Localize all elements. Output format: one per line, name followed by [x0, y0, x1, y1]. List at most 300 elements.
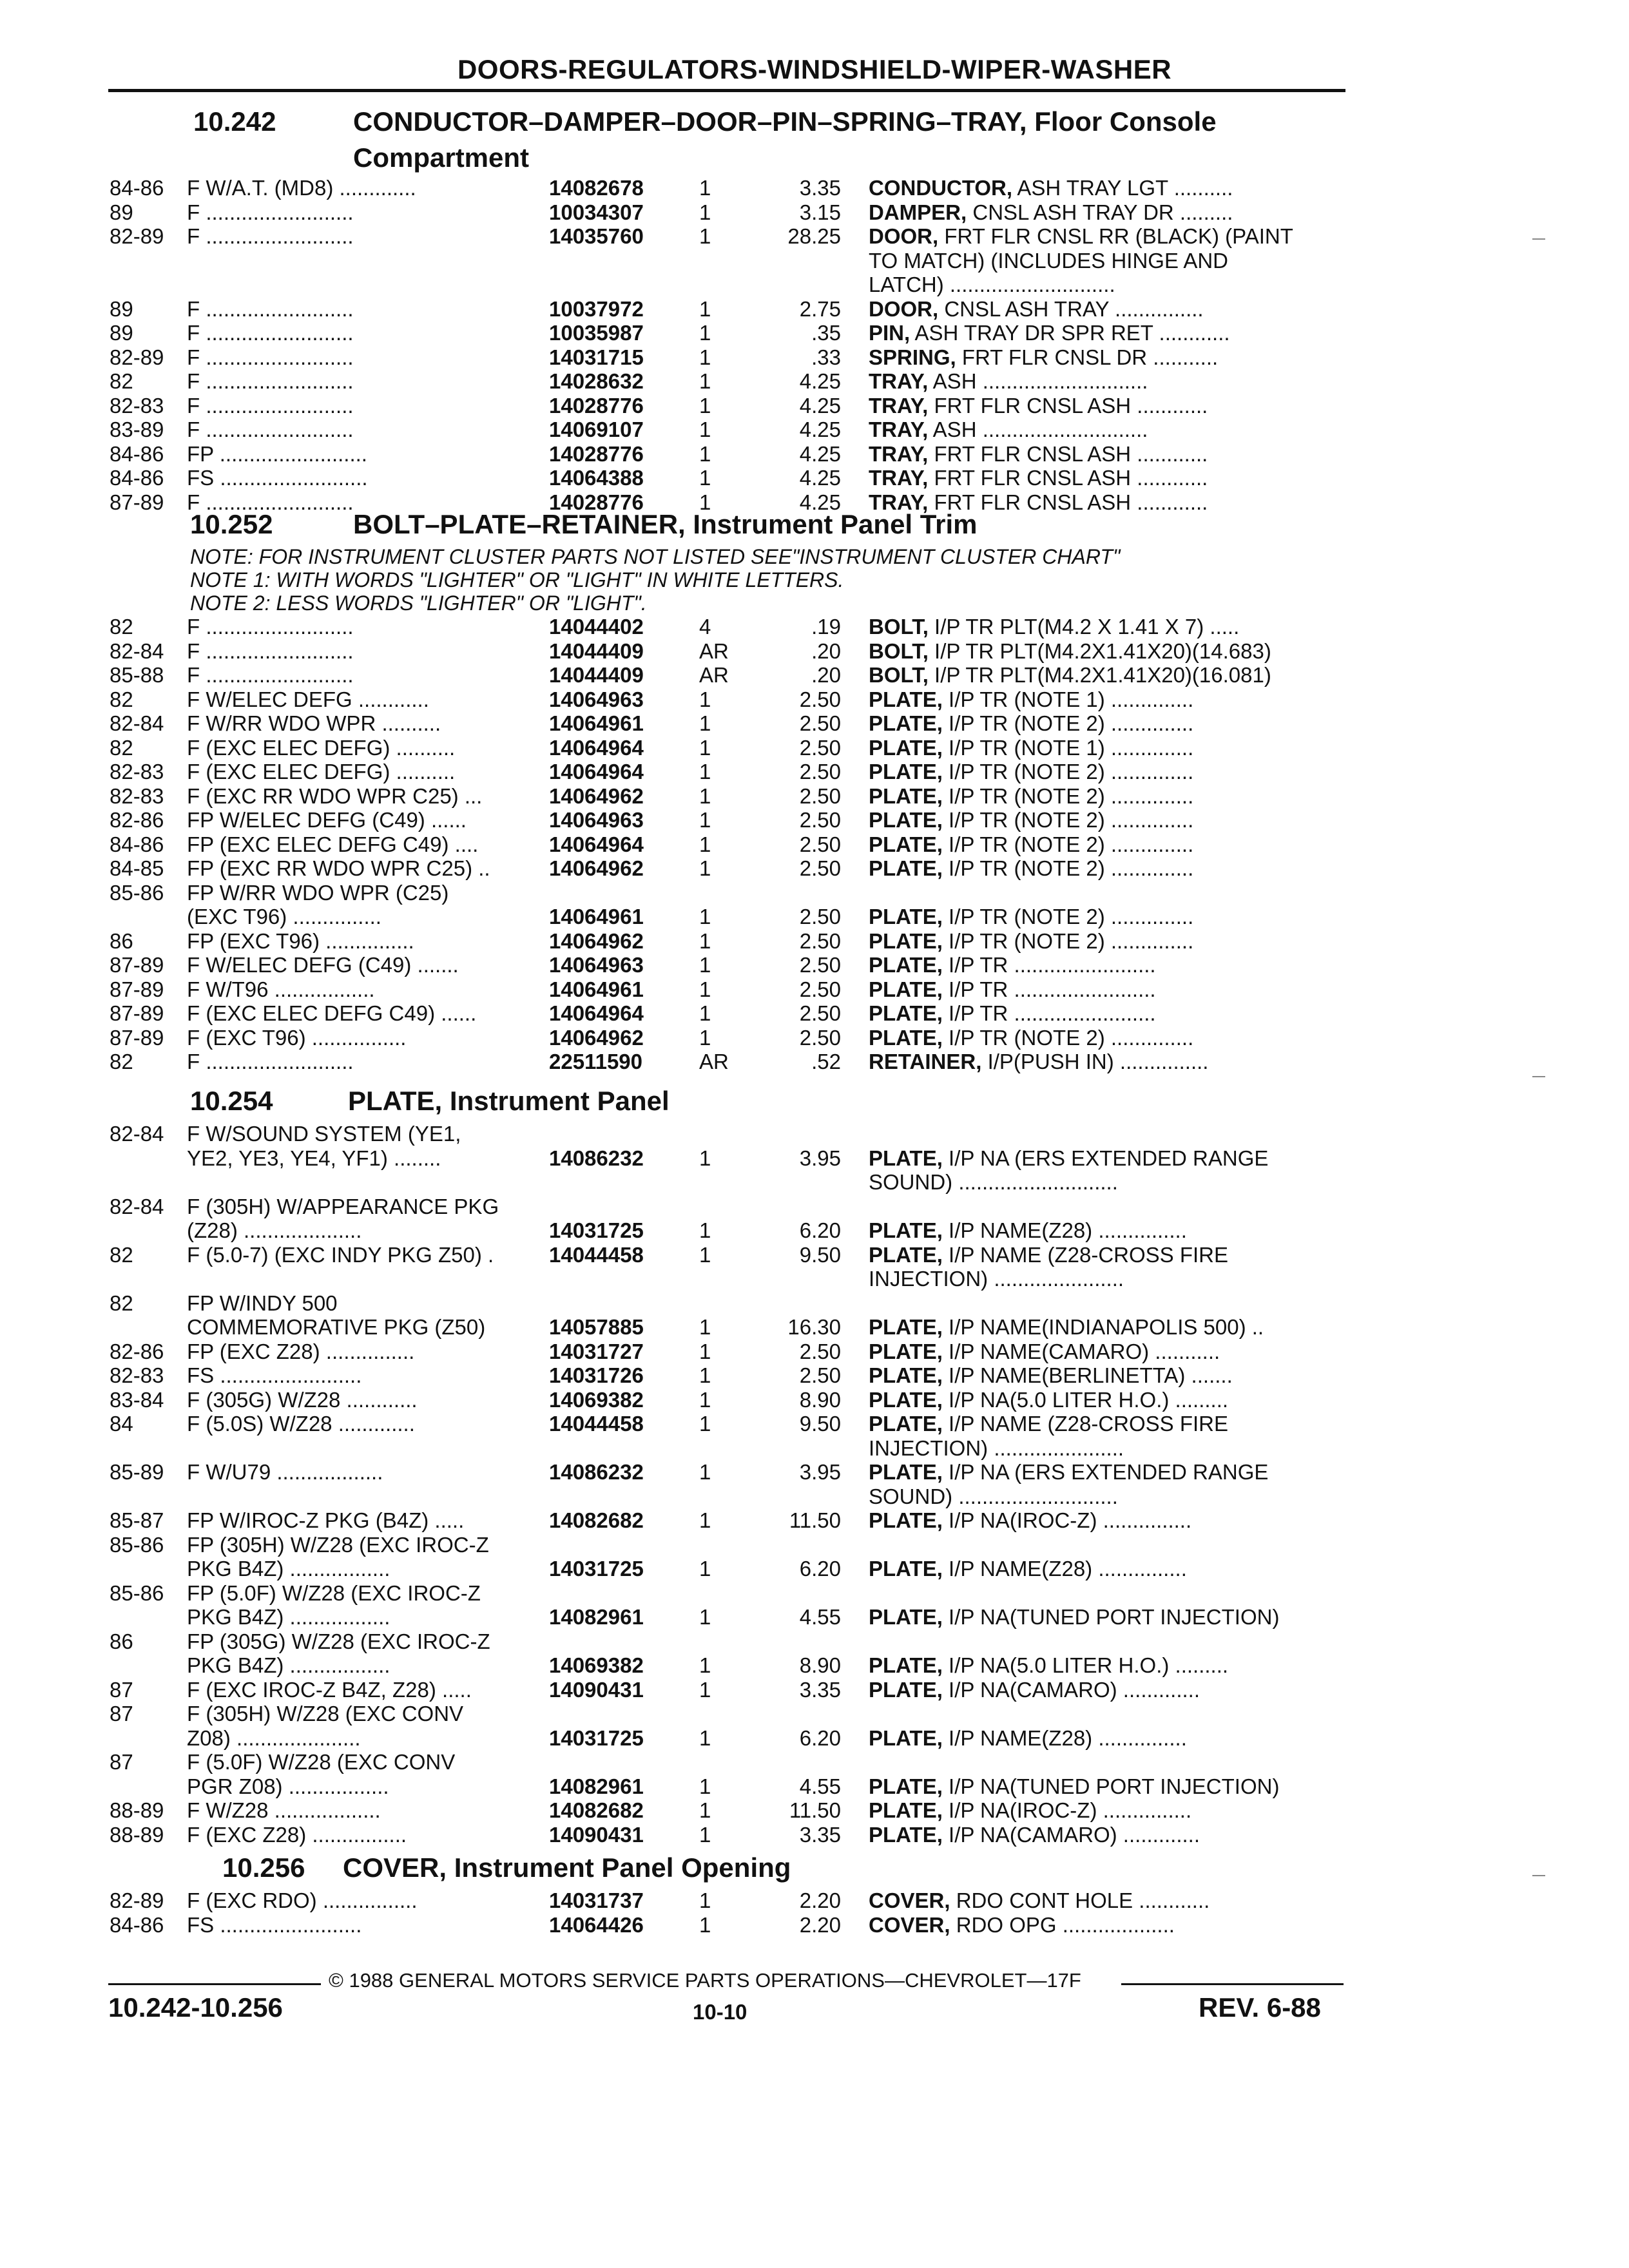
description: PLATE, I/P TR (NOTE 2) .............. [869, 1025, 1194, 1050]
quantity: AR [699, 639, 729, 663]
part-number: 14031725 [549, 1725, 644, 1750]
price: 9.50 [799, 1242, 841, 1267]
application: F W/U79 .................. [187, 1460, 383, 1484]
description: PLATE, I/P TR (NOTE 2) .............. [869, 808, 1194, 832]
description: PLATE, I/P TR (NOTE 2) .............. [869, 905, 1194, 928]
section-title: CONDUCTOR–DAMPER–DOOR–PIN–SPRING–TRAY, Floor Console [353, 106, 1217, 137]
part-number: 14064964 [549, 760, 644, 783]
application: FP (EXC Z28) ............... [187, 1339, 415, 1363]
description-noun: PLATE, [869, 1339, 943, 1363]
description-noun: CONDUCTOR, [869, 176, 1013, 200]
application: F W/ELEC DEFG ............ [187, 687, 429, 711]
description-noun: PIN, [869, 321, 911, 345]
part-number: 14064964 [549, 1001, 644, 1025]
price: 4.25 [799, 418, 841, 441]
part-number: 14086232 [549, 1146, 644, 1170]
table-row [0, 249, 1629, 273]
quantity: 1 [699, 1339, 711, 1363]
table-row [0, 881, 1629, 905]
quantity: 1 [699, 345, 711, 369]
model-years: 82 [110, 1242, 133, 1267]
description: BOLT, I/P TR PLT(M4.2 X 1.41 X 7) ..... [869, 615, 1240, 639]
quantity: 1 [699, 441, 711, 466]
part-number: 14086232 [549, 1460, 644, 1484]
part-number: 14082678 [549, 176, 644, 200]
part-number: 14064961 [549, 711, 644, 735]
table-row [0, 711, 1629, 736]
application: F W/RR WDO WPR .......... [187, 711, 441, 735]
price: .19 [811, 615, 841, 639]
table-row [0, 1026, 1629, 1050]
application: F W/Z28 .................. [187, 1798, 381, 1822]
application: F (EXC IROC-Z B4Z, Z28) ..... [187, 1677, 472, 1702]
model-years: 89 [110, 296, 133, 321]
description-noun: PLATE, [869, 808, 943, 832]
description-noun: TRAY, [869, 418, 929, 441]
quantity: 1 [699, 783, 711, 808]
description-noun: TRAY, [869, 466, 929, 490]
description-noun: PLATE, [869, 1387, 943, 1412]
footer-rule-left [108, 1983, 321, 1985]
table-row [0, 224, 1629, 249]
description: PLATE, I/P NAME (Z28-CROSS FIRE [869, 1242, 1229, 1267]
part-number: 14082682 [549, 1508, 644, 1532]
section-number: 10.242 [193, 106, 276, 137]
quantity: 1 [699, 1218, 711, 1242]
description-noun: PLATE, [869, 1653, 943, 1677]
application: FP (305G) W/Z28 (EXC IROC-Z [187, 1629, 490, 1653]
description-noun: PLATE, [869, 953, 943, 977]
price: 28.25 [787, 224, 841, 248]
description: CONDUCTOR, ASH TRAY LGT .......... [869, 176, 1233, 200]
model-years: 82 [110, 615, 133, 639]
part-number: 14069107 [549, 418, 644, 441]
quantity: 1 [699, 369, 711, 393]
application: FS ........................ [187, 1363, 362, 1387]
price: 4.55 [799, 1774, 841, 1798]
description: LATCH) ............................ [869, 273, 1115, 296]
table-row [0, 200, 1629, 225]
part-number: 14044409 [549, 639, 644, 663]
quantity: 1 [699, 1605, 711, 1629]
application: F ......................... [187, 490, 354, 514]
application: F (5.0-7) (EXC INDY PKG Z50) . [187, 1242, 494, 1267]
description: PLATE, I/P TR (NOTE 2) .............. [869, 928, 1194, 953]
quantity: 1 [699, 1146, 711, 1170]
application: F (EXC ELEC DEFG C49) ...... [187, 1001, 477, 1025]
table-row [0, 808, 1629, 832]
section-header [0, 1086, 1629, 1122]
application: FP (EXC ELEC DEFG C49) .... [187, 832, 479, 856]
part-number: 14069382 [549, 1653, 644, 1677]
application: FP (5.0F) W/Z28 (EXC IROC-Z [187, 1581, 481, 1605]
model-years: 82 [110, 687, 133, 711]
description-noun: PLATE, [869, 1218, 943, 1242]
description: PIN, ASH TRAY DR SPR RET ............ [869, 321, 1230, 345]
model-years: 82-89 [110, 345, 164, 369]
application: F ......................... [187, 418, 354, 441]
description-noun: PLATE, [869, 1508, 943, 1532]
price: .35 [811, 321, 841, 345]
price: 2.50 [799, 808, 841, 832]
quantity: 1 [699, 1653, 711, 1677]
note-line: NOTE 2: LESS WORDS "LIGHTER" OR "LIGHT". [190, 591, 647, 615]
description: DAMPER, CNSL ASH TRAY DR ......... [869, 200, 1233, 224]
part-number: 14064426 [549, 1912, 644, 1937]
section-title: COVER, Instrument Panel Opening [343, 1852, 791, 1883]
price: 4.55 [799, 1605, 841, 1629]
description: DOOR, CNSL ASH TRAY ............... [869, 296, 1204, 321]
quantity: 1 [699, 905, 711, 928]
part-number: 14064961 [549, 977, 644, 1001]
application: F ......................... [187, 296, 354, 321]
description-noun: PLATE, [869, 928, 943, 953]
price: 11.50 [789, 1508, 841, 1532]
model-years: 89 [110, 321, 133, 345]
quantity: 1 [699, 1025, 711, 1050]
table-row [0, 1363, 1629, 1388]
model-years: 87 [110, 1750, 133, 1774]
price: 2.50 [799, 687, 841, 711]
description: TRAY, ASH ............................ [869, 418, 1148, 441]
quantity: 1 [699, 711, 711, 735]
section-10-252 [0, 509, 1629, 1074]
application: F (5.0F) W/Z28 (EXC CONV [187, 1750, 456, 1774]
section-title: BOLT–PLATE–RETAINER, Instrument Panel Trim [353, 509, 978, 539]
price: .20 [811, 663, 841, 687]
application: F ......................... [187, 615, 354, 639]
part-number: 14044458 [549, 1242, 644, 1267]
price: 8.90 [799, 1387, 841, 1412]
model-years: 82-89 [110, 1888, 164, 1912]
description: PLATE, I/P NAME(CAMARO) ........... [869, 1339, 1220, 1363]
model-years: 87-89 [110, 1001, 164, 1025]
application: FP W/RR WDO WPR (C25) [187, 880, 449, 905]
description: PLATE, I/P TR (NOTE 1) .............. [869, 735, 1194, 760]
part-number: 22511590 [549, 1050, 643, 1073]
quantity: 1 [699, 1242, 711, 1267]
price: 6.20 [799, 1557, 841, 1581]
model-years: 84-86 [110, 176, 164, 200]
part-number: 14028632 [549, 369, 644, 393]
application: F W/T96 ................. [187, 977, 375, 1001]
description-noun: PLATE, [869, 1146, 943, 1170]
description-noun: PLATE, [869, 1315, 943, 1339]
description: SOUND) ........................... [869, 1484, 1118, 1508]
description: PLATE, I/P NAME(INDIANAPOLIS 500) .. [869, 1315, 1264, 1339]
part-number: 14031727 [549, 1339, 644, 1363]
description-noun: PLATE, [869, 783, 943, 808]
application: PKG B4Z) ................. [187, 1605, 390, 1629]
price: 2.50 [799, 977, 841, 1001]
section-number: 10.256 [222, 1852, 305, 1883]
model-years: 85-89 [110, 1460, 164, 1484]
description: PLATE, I/P TR ........................ [869, 1001, 1156, 1025]
description-noun: PLATE, [869, 1460, 943, 1484]
part-number: 14064388 [549, 466, 644, 490]
description-noun: PLATE, [869, 1001, 943, 1025]
table-row [0, 1412, 1629, 1436]
price: 4.25 [799, 490, 841, 514]
table-row [0, 1913, 1629, 1937]
table-row [0, 1195, 1629, 1219]
application: F (5.0S) W/Z28 ............. [187, 1412, 415, 1436]
application: F (EXC ELEC DEFG) .......... [187, 735, 456, 760]
price: 4.25 [799, 369, 841, 393]
part-number: 14064962 [549, 856, 644, 880]
table-row [0, 1436, 1629, 1461]
description-noun: TRAY, [869, 490, 929, 514]
quantity: 1 [699, 418, 711, 441]
application: FP W/INDY 500 [187, 1291, 338, 1315]
quantity: 1 [699, 1888, 711, 1912]
application: FP ......................... [187, 441, 367, 466]
application: F ......................... [187, 639, 354, 663]
description: COVER, RDO CONT HOLE ............ [869, 1888, 1210, 1912]
note-line: NOTE: FOR INSTRUMENT CLUSTER PARTS NOT LISTED SEE"INSTRUMENT CLUSTER CHART" [190, 545, 1121, 568]
application: F W/ELEC DEFG (C49) ....... [187, 953, 459, 977]
application: FP (EXC RR WDO WPR C25) .. [187, 856, 490, 880]
application: YE2, YE3, YE4, YF1) ........ [187, 1146, 441, 1170]
section-number: 10.254 [190, 1086, 273, 1116]
part-number: 14082682 [549, 1798, 644, 1822]
table-row [0, 1267, 1629, 1291]
part-number: 14069382 [549, 1387, 644, 1412]
quantity: AR [699, 663, 729, 687]
application: F (305H) W/APPEARANCE PKG [187, 1194, 499, 1218]
table-row [0, 856, 1629, 881]
section-10-242 [0, 106, 1629, 514]
model-years: 85-86 [110, 1532, 164, 1557]
price: 2.50 [799, 711, 841, 735]
table-row [0, 1315, 1629, 1340]
quantity: 1 [699, 1912, 711, 1937]
description: TRAY, FRT FLR CNSL ASH ............ [869, 490, 1208, 514]
price: 3.35 [799, 1822, 841, 1847]
part-number: 14064962 [549, 1025, 644, 1050]
description-noun: BOLT, [869, 663, 929, 687]
table-row [0, 1388, 1629, 1412]
quantity: 1 [699, 1725, 711, 1750]
price: 4.25 [799, 393, 841, 418]
description-noun: PLATE, [869, 1025, 943, 1050]
price: 2.50 [799, 953, 841, 977]
model-years: 85-86 [110, 1581, 164, 1605]
application: FP (305H) W/Z28 (EXC IROC-Z [187, 1532, 489, 1557]
table-row [0, 1823, 1629, 1847]
description: PLATE, I/P TR (NOTE 2) .............. [869, 856, 1194, 880]
application: FS ........................ [187, 1912, 362, 1937]
part-number: 14044409 [549, 663, 644, 687]
model-years: 82-86 [110, 1339, 164, 1363]
table-row [0, 1750, 1629, 1774]
part-number: 14082961 [549, 1605, 644, 1629]
quantity: 1 [699, 490, 711, 514]
application: F (305G) W/Z28 ............ [187, 1387, 418, 1412]
model-years: 82-84 [110, 1194, 164, 1218]
table-row [0, 1001, 1629, 1026]
part-number: 14064964 [549, 735, 644, 760]
price: 2.50 [799, 905, 841, 928]
application: F (EXC RR WDO WPR C25) ... [187, 783, 483, 808]
application: FS ......................... [187, 466, 368, 490]
quantity: 1 [699, 200, 711, 224]
table-row [0, 1533, 1629, 1557]
model-years: 82-89 [110, 224, 164, 248]
price: 2.50 [799, 760, 841, 783]
section-notes [0, 545, 1629, 615]
part-number: 14031726 [549, 1363, 644, 1387]
quantity: 1 [699, 856, 711, 880]
application: Z08) ..................... [187, 1725, 361, 1750]
price: .52 [811, 1050, 841, 1073]
model-years: 82 [110, 1050, 133, 1073]
table-row [0, 1581, 1629, 1606]
description: SOUND) ........................... [869, 1170, 1118, 1194]
table-row [0, 687, 1629, 712]
description: PLATE, I/P NA(TUNED PORT INJECTION) [869, 1774, 1280, 1798]
model-years: 82-86 [110, 808, 164, 832]
price: 3.35 [799, 176, 841, 200]
description-noun: PLATE, [869, 1363, 943, 1387]
model-years: 83-84 [110, 1387, 164, 1412]
part-number: 14028776 [549, 441, 644, 466]
table-row [0, 321, 1629, 345]
description: COVER, RDO OPG ................... [869, 1912, 1175, 1937]
quantity: 1 [699, 1001, 711, 1025]
part-number: 14064963 [549, 953, 644, 977]
table-row [0, 1243, 1629, 1267]
price: 2.75 [799, 296, 841, 321]
price: 4.25 [799, 441, 841, 466]
model-years: 86 [110, 1629, 133, 1653]
quantity: 1 [699, 176, 711, 200]
price: 2.50 [799, 1001, 841, 1025]
quantity: 1 [699, 760, 711, 783]
application: (EXC T96) ............... [187, 905, 381, 928]
part-number: 14064962 [549, 783, 644, 808]
table-row [0, 1629, 1629, 1654]
description: PLATE, I/P NA(CAMARO) ............. [869, 1677, 1200, 1702]
description: PLATE, I/P NAME(BERLINETTA) ....... [869, 1363, 1233, 1387]
part-number: 14090431 [549, 1822, 644, 1847]
description-noun: DAMPER, [869, 200, 967, 224]
section-10-254 [0, 1086, 1629, 1847]
table-row [0, 1678, 1629, 1702]
table-row [0, 273, 1629, 297]
application: FP (EXC T96) ............... [187, 928, 414, 953]
description-noun: BOLT, [869, 615, 929, 639]
table-row [0, 1605, 1629, 1629]
description-noun: TRAY, [869, 441, 929, 466]
application: F (EXC Z28) ................ [187, 1822, 407, 1847]
description: PLATE, I/P NA(5.0 LITER H.O.) ......... [869, 1653, 1229, 1677]
price: .20 [811, 639, 841, 663]
description: PLATE, I/P NA (ERS EXTENDED RANGE [869, 1146, 1269, 1170]
price: 3.95 [799, 1146, 841, 1170]
model-years: 82-83 [110, 393, 164, 418]
part-number: 14035760 [549, 224, 644, 248]
model-years: 84-86 [110, 1912, 164, 1937]
section-number: 10.252 [190, 509, 273, 539]
price: .33 [811, 345, 841, 369]
model-years: 89 [110, 200, 133, 224]
description-noun: SPRING, [869, 345, 956, 369]
part-number: 14031725 [549, 1218, 644, 1242]
quantity: 1 [699, 1315, 711, 1339]
table-row [0, 663, 1629, 687]
description: PLATE, I/P NA(IROC-Z) ............... [869, 1798, 1192, 1822]
table-row [0, 1291, 1629, 1316]
part-number: 14031737 [549, 1888, 644, 1912]
table-row [0, 1460, 1629, 1485]
description-noun: COVER, [869, 1912, 950, 1937]
part-number: 14028776 [549, 393, 644, 418]
table-row [0, 1726, 1629, 1751]
quantity: AR [699, 1050, 729, 1073]
model-years: 82-83 [110, 1363, 164, 1387]
application: F W/A.T. (MD8) ............. [187, 176, 416, 200]
description: PLATE, I/P NA (ERS EXTENDED RANGE [869, 1460, 1269, 1484]
description-noun: PLATE, [869, 905, 943, 928]
description: PLATE, I/P NAME(Z28) ............... [869, 1557, 1187, 1581]
section-header [0, 509, 1629, 545]
quantity: 1 [699, 1677, 711, 1702]
footer-page-number: 10-10 [693, 2000, 747, 2024]
quantity: 1 [699, 808, 711, 832]
application: PKG B4Z) ................. [187, 1557, 390, 1581]
price: 8.90 [799, 1653, 841, 1677]
price: 2.50 [799, 1025, 841, 1050]
description: PLATE, I/P NA(5.0 LITER H.O.) ......... [869, 1387, 1229, 1412]
model-years: 87-89 [110, 1025, 164, 1050]
table-row [0, 639, 1629, 664]
quantity: 1 [699, 1363, 711, 1387]
page-title: DOORS-REGULATORS-WINDSHIELD-WIPER-WASHER [457, 54, 1172, 84]
table-row [0, 369, 1629, 394]
description-noun: PLATE, [869, 1725, 943, 1750]
application: F W/SOUND SYSTEM (YE1, [187, 1122, 461, 1146]
price: 2.50 [799, 735, 841, 760]
model-years: 87-89 [110, 977, 164, 1001]
part-number: 14031715 [549, 345, 644, 369]
description-noun: PLATE, [869, 1557, 943, 1581]
table-row [0, 977, 1629, 1002]
description: PLATE, I/P NA(TUNED PORT INJECTION) [869, 1605, 1280, 1629]
table-row [0, 1888, 1629, 1913]
quantity: 1 [699, 1508, 711, 1532]
model-years: 88-89 [110, 1798, 164, 1822]
model-years: 85-88 [110, 663, 164, 687]
table-row [0, 1653, 1629, 1678]
model-years: 86 [110, 928, 133, 953]
margin-tick [1532, 1076, 1545, 1077]
description-noun: PLATE, [869, 687, 943, 711]
table-row [0, 176, 1629, 200]
table-row [0, 394, 1629, 418]
model-years: 84 [110, 1412, 133, 1436]
description: PLATE, I/P NA(IROC-Z) ............... [869, 1508, 1192, 1532]
application: F ......................... [187, 663, 354, 687]
description-noun: RETAINER, [869, 1050, 982, 1073]
description: INJECTION) ...................... [869, 1267, 1124, 1291]
model-years: 82-84 [110, 711, 164, 735]
application: (Z28) .................... [187, 1218, 362, 1242]
model-years: 85-87 [110, 1508, 164, 1532]
description-noun: PLATE, [869, 760, 943, 783]
table-row [0, 1557, 1629, 1581]
table-row [0, 1170, 1629, 1195]
